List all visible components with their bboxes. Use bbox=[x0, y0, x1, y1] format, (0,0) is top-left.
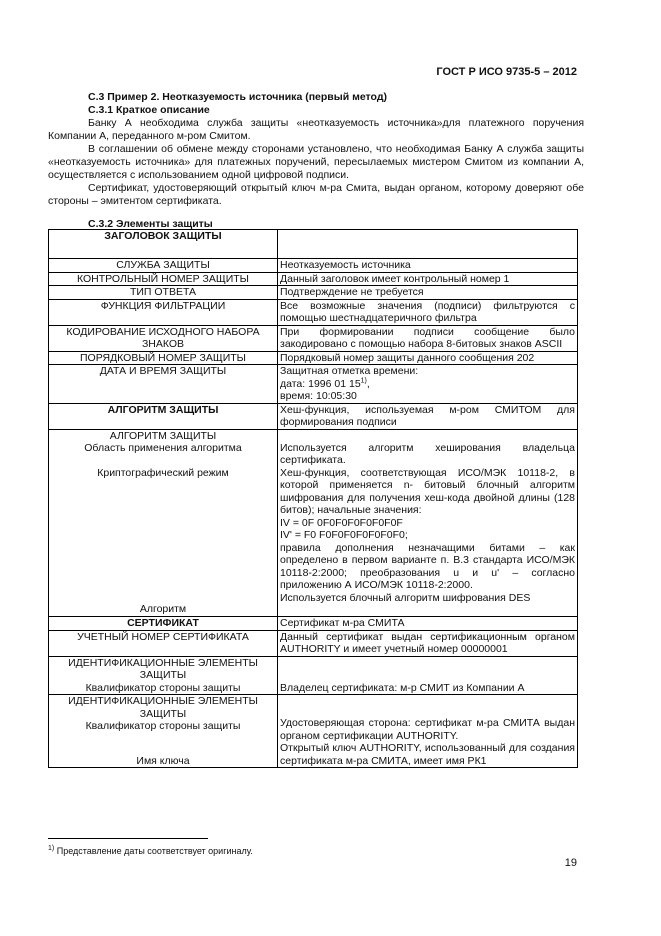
table-row bbox=[49, 272, 578, 286]
table-row bbox=[49, 403, 578, 429]
table-row bbox=[49, 656, 578, 695]
table-cell: ФУНКЦИЯ ФИЛЬТРАЦИИ bbox=[49, 299, 278, 325]
table-row bbox=[49, 230, 578, 259]
table-cell: Порядковый номер защиты данного сообщения 202 bbox=[278, 351, 578, 365]
paragraph: Банку А необходима служба защиты «неотказуемость источника»для платежного поручения Компании А, переданного м-ром Смитом. bbox=[48, 117, 584, 142]
document-id: ГОСТ Р ИСО 9735-5 – 2012 bbox=[436, 66, 577, 78]
footnote-text: Представление даты соответствует оригиналу. bbox=[56, 846, 253, 856]
table-cell: ДАТА И ВРЕМЯ ЗАЩИТЫ bbox=[49, 365, 278, 404]
table-cell: При формировании подписи сообщение было закодировано с помощью набора 8-битовых знаков ASCII bbox=[278, 325, 578, 351]
table-cell: СЕРТИФИКАТ bbox=[49, 617, 278, 631]
table-row bbox=[49, 299, 578, 325]
table-cell bbox=[49, 695, 278, 768]
table-cell: Хеш-функция, используемая м-ром СМИТОМ для формирования подписи bbox=[278, 403, 578, 429]
table-row bbox=[49, 351, 578, 365]
cell-line: Защитная отметка времени: bbox=[280, 365, 419, 377]
table-cell: Данный заголовок имеет контрольный номер 1 bbox=[278, 272, 578, 286]
footnote-ref: 1) bbox=[360, 377, 367, 384]
page-number: 19 bbox=[564, 857, 577, 869]
table-cell: Сертификат м-ра СМИТА bbox=[278, 617, 578, 631]
table-row bbox=[49, 286, 578, 300]
table-cell bbox=[278, 695, 578, 768]
cell-line: Квалификатор стороны защиты bbox=[85, 681, 241, 694]
table-cell bbox=[278, 365, 578, 404]
paragraph: Сертификат, удостоверяющий открытый ключ м-ра Смита, выдан органом, которому доверяют обе стороны – эмитентом сертификата. bbox=[48, 182, 584, 207]
punctuation: , bbox=[366, 377, 370, 390]
cell-line: Хеш-функция, соответствующая ИСО/МЭК 10118-2, в которой применяется n- битовый блочный алгоритм шифрования для получения хеш-кода двойной длины (128 битов); начальные значения: bbox=[280, 466, 575, 516]
table-cell: АЛГОРИТМ ЗАЩИТЫ bbox=[49, 403, 278, 429]
date-value: дата: 1996 01 15 bbox=[280, 377, 361, 390]
cell-line: Имя ключа bbox=[136, 754, 190, 767]
cell-line: Используется блочный алгоритм шифрования DES bbox=[280, 591, 531, 604]
table-row bbox=[49, 365, 578, 404]
section-text bbox=[48, 91, 584, 208]
table-cell bbox=[278, 230, 578, 259]
paragraph: В соглашении об обмене между сторонами установлено, что необходимая Банку А служба защиты «неотказуемость источника» для платежных поручений, пересылаемых мистером Смитом из компании А, осуществляется с использованием одной цифровой подписи. bbox=[48, 143, 584, 181]
cell-line: Алгоритм bbox=[139, 602, 187, 615]
table-row bbox=[49, 630, 578, 656]
table-row bbox=[49, 259, 578, 273]
table-cell: Данный сертификат выдан сертификационным органом AUTHORITY и имеет учетный номер 00000001 bbox=[278, 630, 578, 656]
cell-line bbox=[280, 378, 575, 391]
table-cell bbox=[49, 429, 278, 617]
cell-line: IV' = F0 F0F0F0F0F0F0F0; bbox=[280, 529, 408, 541]
table-row bbox=[49, 429, 578, 617]
cell-line: правила дополнения незначащими битами – как определено в первом варианте п. В.3 стандарта ИСО/МЭК 10118-2:2000; преобразования u и u' – согласно приложению А ИСО/МЭК 10118-2:2000. bbox=[280, 541, 575, 591]
table-cell: КОДИРОВАНИЕ ИСХОДНОГО НАБОРА ЗНАКОВ bbox=[49, 325, 278, 351]
table-cell: Все возможные значения (подписи) фильтруются с помощью шестнадцатеричного фильтра bbox=[278, 299, 578, 325]
table-cell: СЛУЖБА ЗАЩИТЫ bbox=[49, 259, 278, 273]
subsection-title-2: С.3.2 Элементы защиты bbox=[88, 218, 213, 230]
cell-line: АЛГОРИТМ ЗАЩИТЫ bbox=[109, 429, 217, 442]
table-cell bbox=[49, 656, 278, 695]
table-row bbox=[49, 325, 578, 351]
cell-line: Квалификатор стороны защиты bbox=[85, 720, 241, 732]
cell-line: Область применения алгоритма bbox=[84, 442, 242, 454]
table-cell: Подтверждение не требуется bbox=[278, 286, 578, 300]
table-cell: УЧЕТНЫЙ НОМЕР СЕРТИФИКАТА bbox=[49, 630, 278, 656]
table-cell: КОНТРОЛЬНЫЙ НОМЕР ЗАЩИТЫ bbox=[49, 272, 278, 286]
subsection-title-1: С.3.1 Краткое описание bbox=[88, 104, 210, 116]
cell-line: IV = 0F 0F0F0F0F0F0F0F bbox=[280, 516, 403, 529]
cell-line: Открытый ключ AUTHORITY, использованный для создания сертификата м-ра СМИТА, имеет имя РК1 bbox=[280, 742, 575, 767]
table-cell: Неотказуемость источника bbox=[278, 259, 578, 273]
footnote-divider bbox=[48, 838, 208, 839]
cell-line: время: 10:05:30 bbox=[280, 390, 357, 402]
table-cell: ПОРЯДКОВЫЙ НОМЕР ЗАЩИТЫ bbox=[49, 351, 278, 365]
table-row bbox=[49, 695, 578, 768]
table-cell: ЗАГОЛОВОК ЗАЩИТЫ bbox=[49, 230, 278, 259]
table-cell: ТИП ОТВЕТА bbox=[49, 286, 278, 300]
cell-line: ИДЕНТИФИКАЦИОННЫЕ ЭЛЕМЕНТЫ ЗАЩИТЫ bbox=[68, 656, 258, 681]
table-row bbox=[49, 617, 578, 631]
cell-line: ИДЕНТИФИКАЦИОННЫЕ ЭЛЕМЕНТЫ ЗАЩИТЫ bbox=[68, 695, 258, 720]
cell-line: Удостоверяющая сторона: сертификат м-ра СМИТА выдан органом сертификации AUTHORITY. bbox=[280, 717, 575, 742]
table-cell: Владелец сертификата: м-р СМИТ из Компании А bbox=[278, 656, 578, 695]
cell-line: Используется алгоритм хеширования владельца сертификата. bbox=[280, 441, 575, 466]
security-elements-table bbox=[48, 229, 578, 768]
footnote bbox=[48, 846, 253, 856]
footnote-mark: 1) bbox=[48, 845, 55, 852]
section-title: С.3 Пример 2. Неотказуемость источника (первый метод) bbox=[88, 91, 387, 103]
cell-line: Криптографический режим bbox=[97, 466, 229, 479]
table-cell bbox=[278, 429, 578, 617]
